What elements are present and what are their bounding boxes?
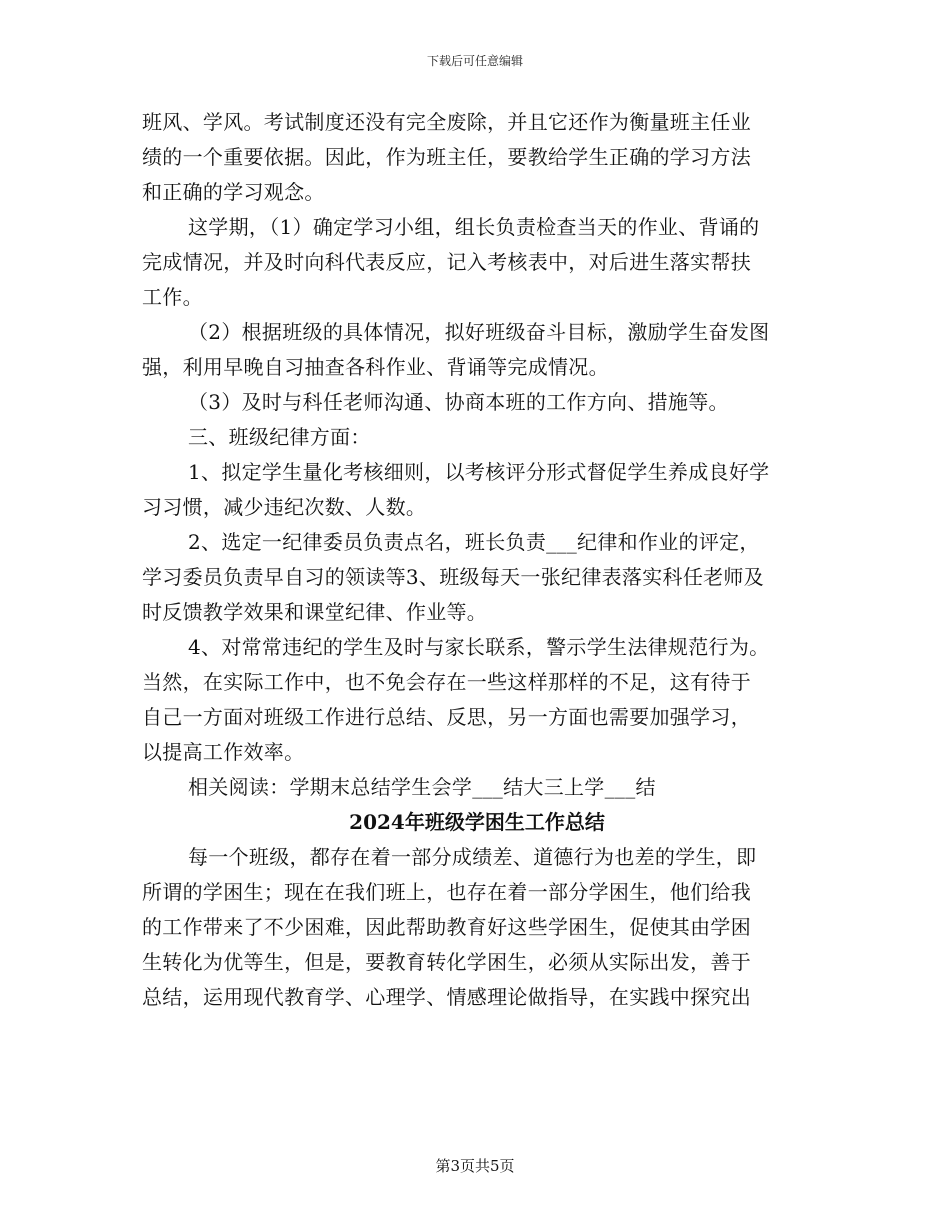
text-line: 强，利用早晚自习抽查各科作业、背诵等完成情况。 xyxy=(142,355,609,379)
document-body xyxy=(142,105,812,1015)
text-line: 总结，运用现代教育学、心理学、情感理论做指导，在实践中探究出 xyxy=(142,985,751,1009)
text-line: （3）及时与科任老师沟通、协商本班的工作方向、措施等。 xyxy=(188,390,729,414)
text-line: 三、班级纪律方面： xyxy=(188,425,371,449)
text-line: 绩的一个重要依据。因此，作为班主任，要教给学生正确的学习方法 xyxy=(142,145,751,169)
text-line: 完成情况，并及时向科代表反应，记入考核表中，对后进生落实帮扶 xyxy=(142,250,751,274)
text-line: 的工作带来了不少困难，因此帮助教育好这些学困生，促使其由学困 xyxy=(142,915,751,939)
text-line: 2、选定一纪律委员负责点名，班长负责___纪律和作业的评定， xyxy=(188,530,760,554)
text-line: 4、对常常违纪的学生及时与家长联系，警示学生法律规范行为。 xyxy=(188,635,770,659)
text-line: （2）根据班级的具体情况，拟好班级奋斗目标，激励学生奋发图 xyxy=(188,320,770,344)
text-line: 相关阅读：学期末总结学生会学___结大三上学___结 xyxy=(188,775,656,799)
document-title: 2024年班级学困生工作总结 xyxy=(349,810,605,834)
text-line: 生转化为优等生，但是，要教育转化学困生，必须从实际出发，善于 xyxy=(142,950,751,974)
text-line: 自己一方面对班级工作进行总结、反思，另一方面也需要加强学习， xyxy=(142,705,751,729)
text-line: 这学期，（1）确定学习小组，组长负责检查当天的作业、背诵的 xyxy=(188,215,760,239)
section-class-discipline xyxy=(142,105,812,805)
text-line: 班风、学风。考试制度还没有完全废除，并且它还作为衡量班主任业 xyxy=(142,110,751,134)
text-line: 习习惯，减少违纪次数、人数。 xyxy=(142,495,427,519)
page-footer: 第3页共5页 xyxy=(435,1157,515,1175)
text-line: 时反馈教学效果和课堂纪律、作业等。 xyxy=(142,600,488,624)
text-line: 每一个班级，都存在着一部分成绩差、道德行为也差的学生，即 xyxy=(188,845,757,869)
text-line: 当然，在实际工作中，也不免会存在一些这样那样的不足，这有待于 xyxy=(142,670,751,694)
text-line: 所谓的学困生；现在在我们班上，也存在着一部分学困生，他们给我 xyxy=(142,880,751,904)
section-struggling-students xyxy=(142,840,812,1015)
text-line: 1、拟定学生量化考核细则，以考核评分形式督促学生养成良好学 xyxy=(188,460,770,484)
text-line: 以提高工作效率。 xyxy=(142,740,305,764)
text-line: 和正确的学习观念。 xyxy=(142,180,325,204)
page-header: 下载后可任意编辑 xyxy=(426,54,523,68)
text-line: 工作。 xyxy=(142,285,203,309)
text-line: 学习委员负责早自习的领读等3、班级每天一张纪律表落实科任老师及 xyxy=(142,565,765,589)
